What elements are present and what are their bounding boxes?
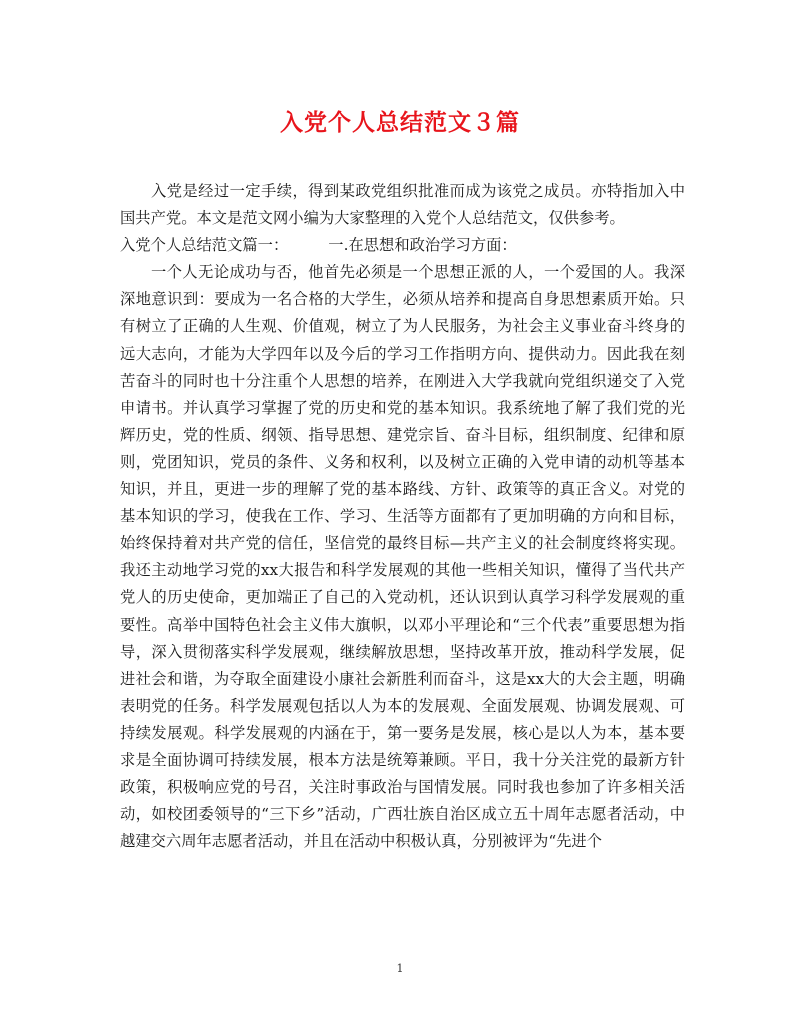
page-number: 1: [396, 962, 404, 975]
body-paragraph: 一个人无论成功与否，他首先必须是一个思想正派的人，一个爱国的人。我深深地意识到：要成为一名合格的大学生，必须从培养和提高自身思想素质开始。只有树立了正确的人生观、价值观，树立了为人民服务，为社会主义事业奋斗终身的远大志向，才能为大学四年以及今后的学习工作指明方向、提供动力。因此我在刻苦奋斗的同时也十分注重个人思想的培养，在刚进入大学我就向党组织递交了入党申请书。并认真学习掌握了党的历史和党的基本知识。我系统地了解了我们党的光辉历史，党的性质、纲领、指导思想、建党宗旨、奋斗目标，组织制度、纪律和原则，党团知识，党员的条件、义务和权利，以及树立正确的入党申请的动机等基本知识，并且，更进一步的理解了党的基本路线、方针、政策等的真正含义。对党的基本知识的学习，使我在工作、学习、生活等方面都有了更加明确的方向和目标，始终保持着对共产党的信任，坚信党的最终目标—共产主义的社会制度终将实现。我还主动地学习党的xx大报告和科学发展观的其他一些相关知识，懂得了当代共产党人的历史使命，更加端正了自己的入党动机，还认识到认真学习科学发展观的重要性。高举中国特色社会主义伟大旗帜，以邓小平理论和“三个代表”重要思想为指导，深入贯彻落实科学发展观，继续解放思想，坚持改革开放，推动科学发展，促进社会和谐，为夺取全面建设小康社会新胜利而奋斗，这是xx大的大会主题，明确表明党的任务。科学发展观包括以人为本的发展观、全面发展观、协调发展观、可持续发展观。科学发展观的内涵在于，第一要务是发展，核心是以人为本，基本要求是全面协调可持续发展，根本方法是统筹兼顾。平日，我十分关注党的最新方针政策，积极响应党的号召，关注时事政治与国情发展。同时我也参加了许多相关活动，如校团委领导的“三下乡”活动，广西壮族自治区成立五十周年志愿者活动，中越建交六周年志愿者活动，并且在活动中积极认真，分别被评为“先进个: [120, 263, 685, 851]
section-heading-line: [120, 232, 685, 259]
section-heading: 一.在思想和政治学习方面：: [328, 236, 517, 255]
intro-paragraph: 入党是经过一定手续，得到某政党组织批准而成为该党之成员。亦特指加入中国共产党。本文是范文网小编为大家整理的入党个人总结范文，仅供参考。: [120, 182, 685, 228]
document-body: [120, 178, 685, 855]
document-title: 入党个人总结范文３篇: [280, 109, 520, 136]
section-label: 入党个人总结范文篇一：: [120, 236, 289, 255]
